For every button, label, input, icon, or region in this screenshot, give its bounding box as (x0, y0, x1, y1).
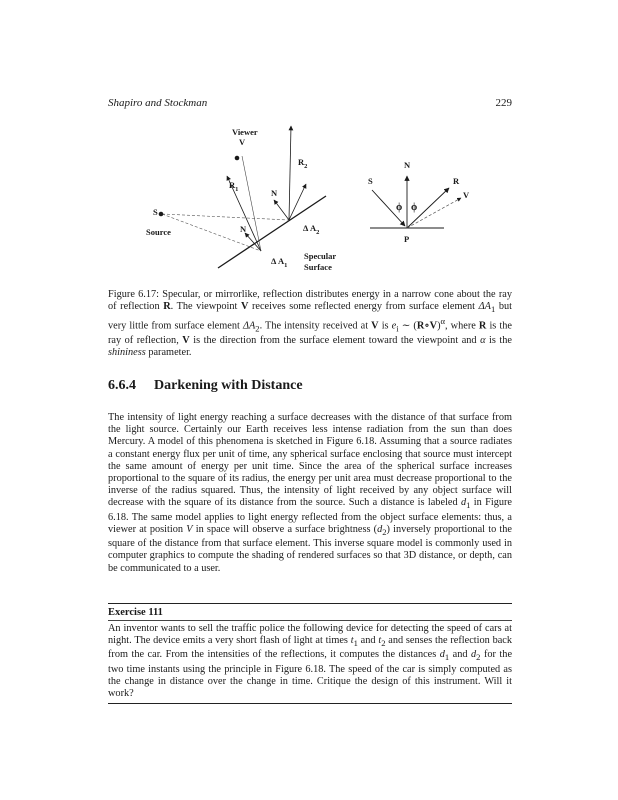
angle-right-label: ϕ (411, 202, 418, 213)
specular-label-line2: Surface (304, 262, 332, 272)
delta-a2-label: Δ $A_2$ (303, 223, 320, 236)
left-diagram (146, 126, 336, 272)
section-number: 6.6.4 (108, 378, 136, 393)
right-source-label: S (368, 176, 373, 186)
right-viewer-label: V (463, 190, 470, 200)
section-heading (108, 378, 303, 394)
exercise-title: Exercise 111 (108, 607, 163, 618)
source-symbol: S (153, 207, 158, 217)
source-label: Source (146, 227, 171, 237)
viewer-label: Viewer (232, 127, 258, 137)
normal-lower-label: N (240, 224, 247, 234)
r2-ray (289, 126, 291, 220)
body-paragraph: The intensity of light energy reaching a surface decreases with the distance of that surface from the light source. Certainly our Earth receives less intense radiation from the sun than does Mercury. A model of this phenomena is sketched in Figure 6.18. Assuming that a source radiates a constant energy flux per unit of time, any spherical surface enclosing that source must intercept the same amount of energy per unit time. Since the area of the spherical surface increases proportional to the square of its radius, the energy per unit area must decrease proportional to the inverse of the radius squared. Thus, the intensity of light received by any object surface will decrease with the square of its distance from the source. Such a distance is labeled $d_1$ in Figure 6.18. The same model applies to light energy reflected from the object surface elements: thus, a viewer at position V in space will observe a surface brightness $(d_2)$ inversely proportional to the square of the distance from that surface element. This inverse square model is commonly used in computer graphics to compute the shading of rendered surfaces so that 3D distance, or depth, can be communicated to a user. (108, 412, 513, 574)
angle-left-label: ϕ (396, 202, 403, 213)
viewer-symbol: V (239, 137, 246, 147)
right-reflection-label: R (453, 176, 460, 186)
exercise-divider (108, 620, 512, 621)
page-number: 229 (495, 97, 512, 109)
viewer-sightline (242, 156, 261, 251)
exercise-box (108, 603, 512, 704)
specular-reflection-figure (108, 118, 512, 280)
normal-upper-label: N (271, 188, 278, 198)
n-at-a2 (274, 200, 289, 220)
delta-a1-label: Δ $A_1$ (271, 256, 288, 269)
source-point (159, 212, 164, 217)
exercise-text: An inventor wants to sell the traffic police the following device for detecting the speed of cars at night. The device emits a very short flash of light at times $t_1$ and $t_2$ and senses the reflection back from the car. From the intensities of the reflections, it computes the distances $d_1$ and $d_2$ for the two time instants using the principle in Figure 6.18. The speed of the car is simply computed as the change in distance over the change in time. Critique the design of this instrument. Will it work? (108, 623, 513, 700)
right-normal-label: N (404, 160, 411, 170)
r2-label: $R_2$ (298, 157, 308, 170)
figure-caption: Figure 6.17: Specular, or mirrorlike, reflection distributes energy in a narrow cone about the ray of reflection R. The viewpoint V receives some reflected energy from surface element $\Delta A_1$ but very little from surface element $\Delta A_2$. The intensity received at V is $e_i$ ∼ (R∘V)$^\alpha$, where R is the ray of reflection, V is the direction from the surface element toward the viewpoint and α is the shininess parameter. (108, 289, 512, 359)
right-diagram (368, 160, 470, 244)
r1-label: $R_1$ (229, 180, 239, 193)
viewer-point (235, 156, 240, 161)
running-header-title: Shapiro and Stockman (108, 97, 208, 109)
section-title: Darkening with Distance (154, 378, 303, 393)
incident-ray-to-a2 (162, 214, 289, 220)
incident-ray-to-a1 (162, 214, 261, 251)
point-p-label: P (404, 234, 410, 244)
specular-label-line1: Specular (304, 251, 337, 261)
